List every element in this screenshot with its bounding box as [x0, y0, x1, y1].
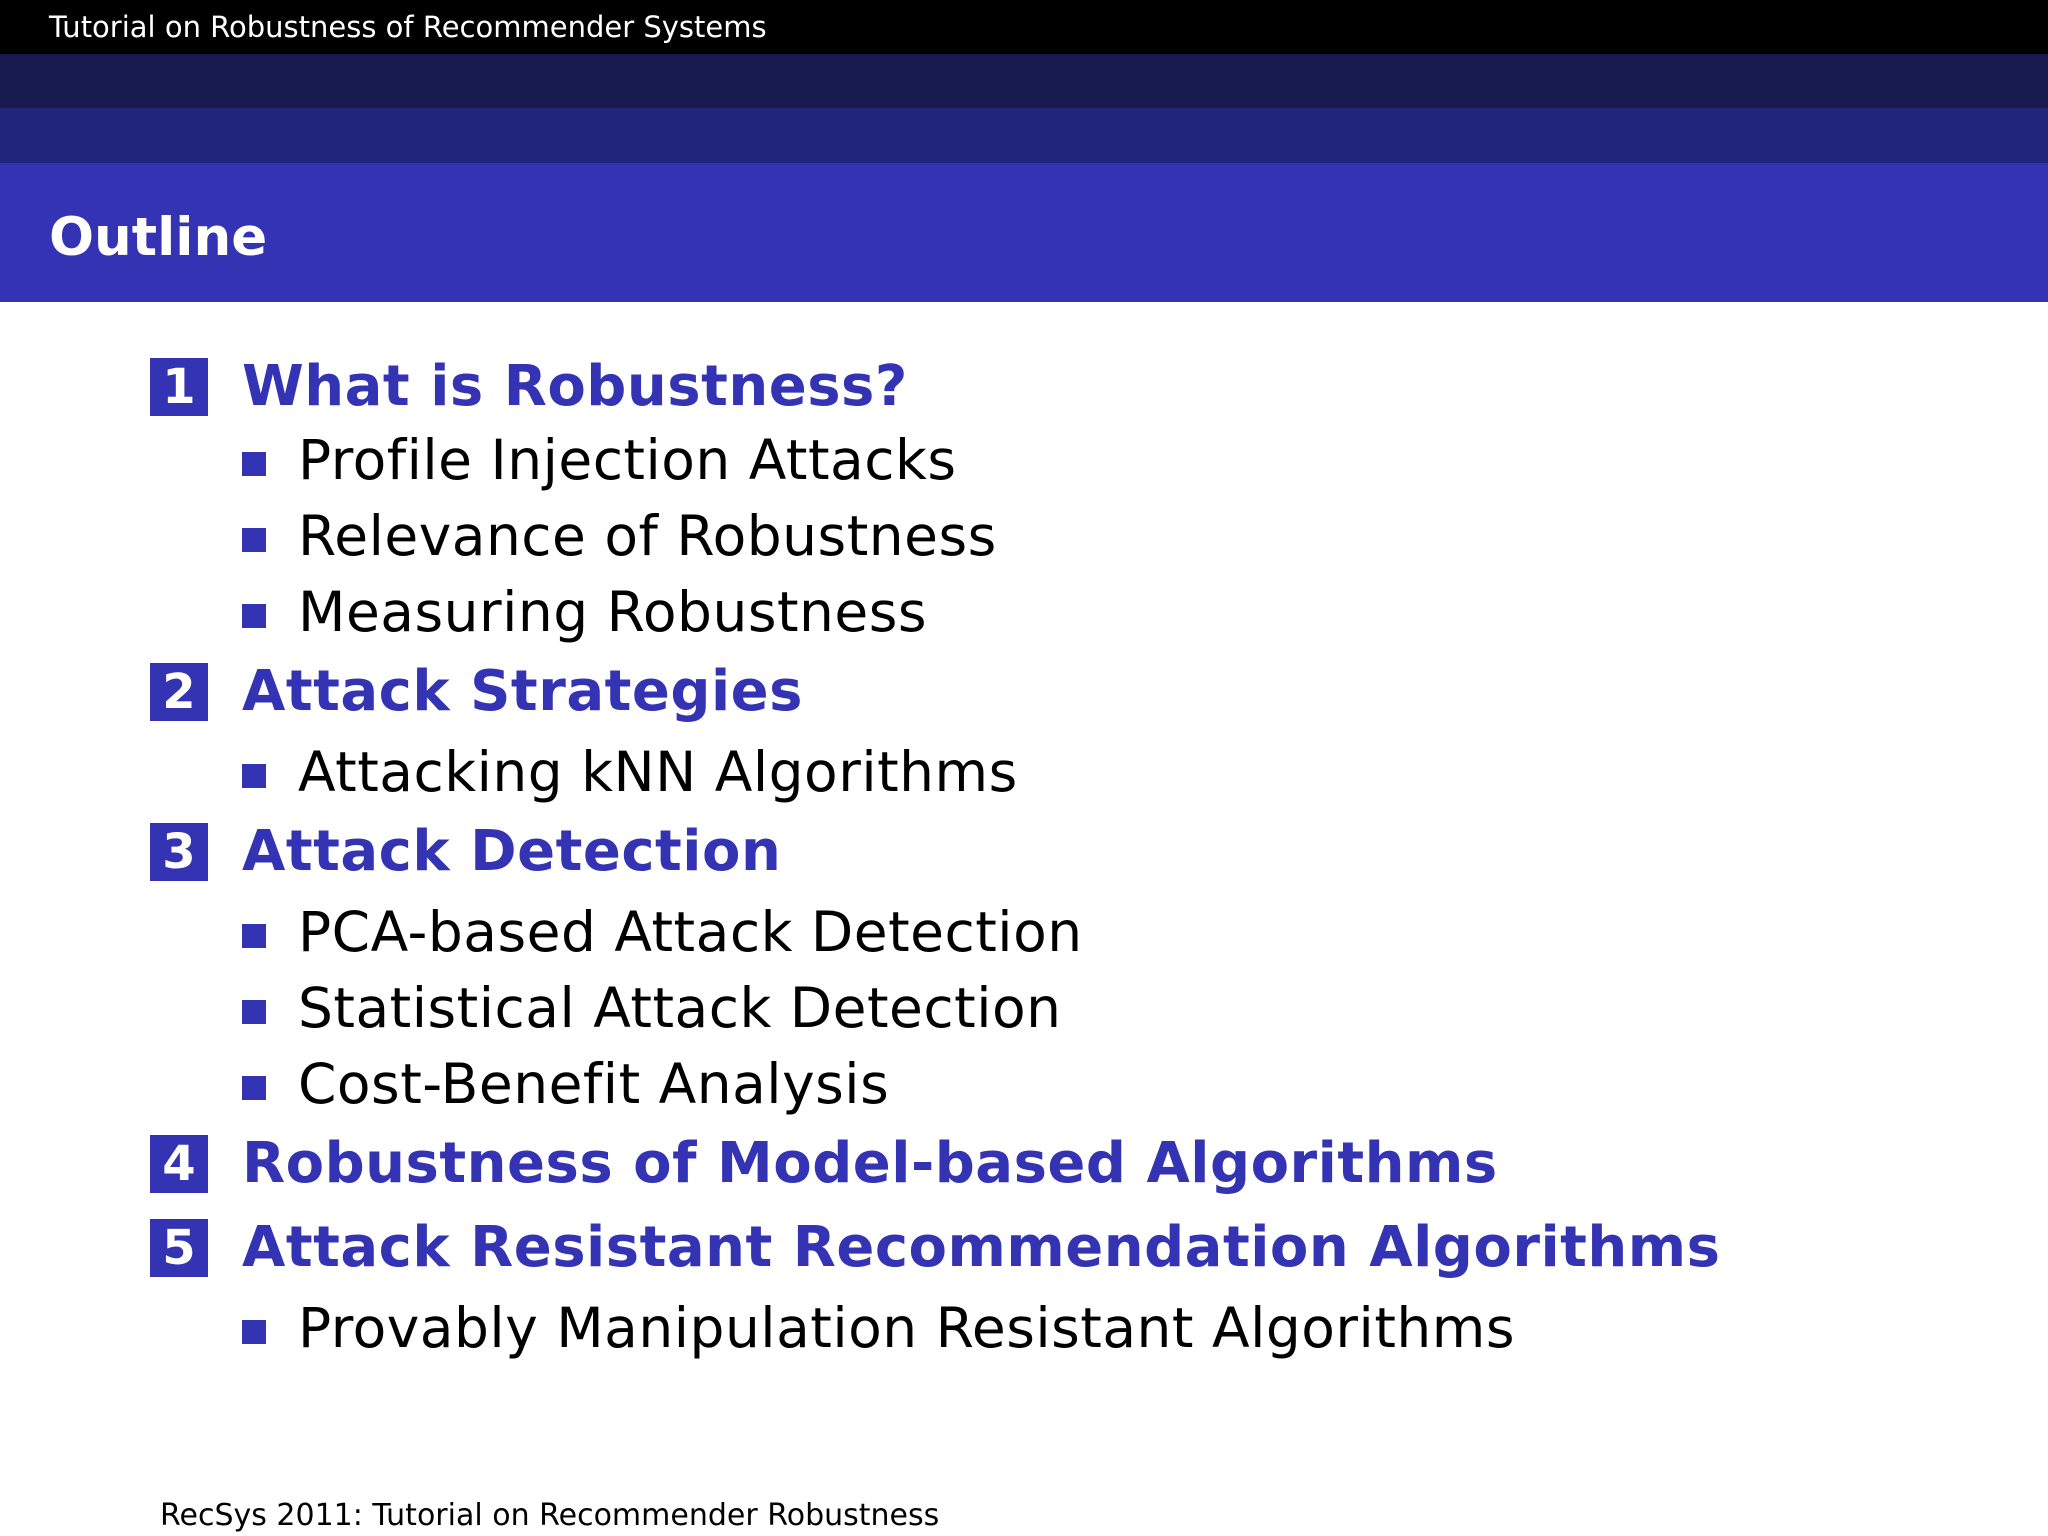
subsection-title[interactable]: PCA-based Attack Detection: [298, 900, 1083, 964]
square-bullet-icon: [242, 1076, 266, 1100]
subsection-title[interactable]: Statistical Attack Detection: [298, 976, 1062, 1040]
outline-section-3[interactable]: [150, 810, 1850, 894]
outline-subsection[interactable]: [150, 894, 1850, 970]
square-bullet-icon: [242, 764, 266, 788]
subsection-title[interactable]: Profile Injection Attacks: [298, 428, 957, 492]
outline-subsection[interactable]: [150, 574, 1850, 650]
outline-subsection[interactable]: [150, 1290, 1850, 1366]
section-number-badge: 1: [150, 358, 208, 416]
section-title[interactable]: What is Robustness?: [242, 354, 908, 419]
square-bullet-icon: [242, 528, 266, 552]
outline-section-4[interactable]: [150, 1122, 1850, 1206]
outline-subsection[interactable]: [150, 1046, 1850, 1122]
square-bullet-icon: [242, 452, 266, 476]
frame-title-bar: [0, 163, 2048, 302]
square-bullet-icon: [242, 1000, 266, 1024]
outline-section-5[interactable]: [150, 1206, 1850, 1290]
section-title[interactable]: Robustness of Model-based Algorithms: [242, 1131, 1498, 1196]
running-title: Tutorial on Robustness of Recommender Systems: [49, 10, 767, 44]
square-bullet-icon: [242, 1320, 266, 1344]
section-number-badge: 3: [150, 823, 208, 881]
outline-section-1[interactable]: [150, 352, 1850, 422]
section-number-badge: 4: [150, 1135, 208, 1193]
outline-section-2[interactable]: [150, 650, 1850, 734]
section-number-badge: 2: [150, 663, 208, 721]
subsection-title[interactable]: Provably Manipulation Resistant Algorithms: [298, 1296, 1515, 1360]
outline-subsection[interactable]: [150, 970, 1850, 1046]
footer-text: RecSys 2011: Tutorial on Recommender Robustness: [160, 1498, 940, 1533]
subsection-title[interactable]: Cost-Benefit Analysis: [298, 1052, 890, 1116]
section-title[interactable]: Attack Detection: [242, 819, 782, 884]
outline-subsection[interactable]: [150, 422, 1850, 498]
outline-subsection[interactable]: [150, 498, 1850, 574]
square-bullet-icon: [242, 604, 266, 628]
subsection-title[interactable]: Relevance of Robustness: [298, 504, 997, 568]
section-title[interactable]: Attack Resistant Recommendation Algorithms: [242, 1215, 1721, 1280]
square-bullet-icon: [242, 924, 266, 948]
header-bar: [0, 0, 2048, 54]
outline-list: [150, 352, 1850, 1366]
header-band-dark: [0, 54, 2048, 108]
outline-subsection[interactable]: [150, 734, 1850, 810]
subsection-title[interactable]: Attacking kNN Algorithms: [298, 740, 1018, 804]
section-title[interactable]: Attack Strategies: [242, 659, 803, 724]
subsection-title[interactable]: Measuring Robustness: [298, 580, 928, 644]
frame-title: Outline: [49, 207, 268, 268]
section-number-badge: 5: [150, 1219, 208, 1277]
header-band-mid: [0, 108, 2048, 163]
